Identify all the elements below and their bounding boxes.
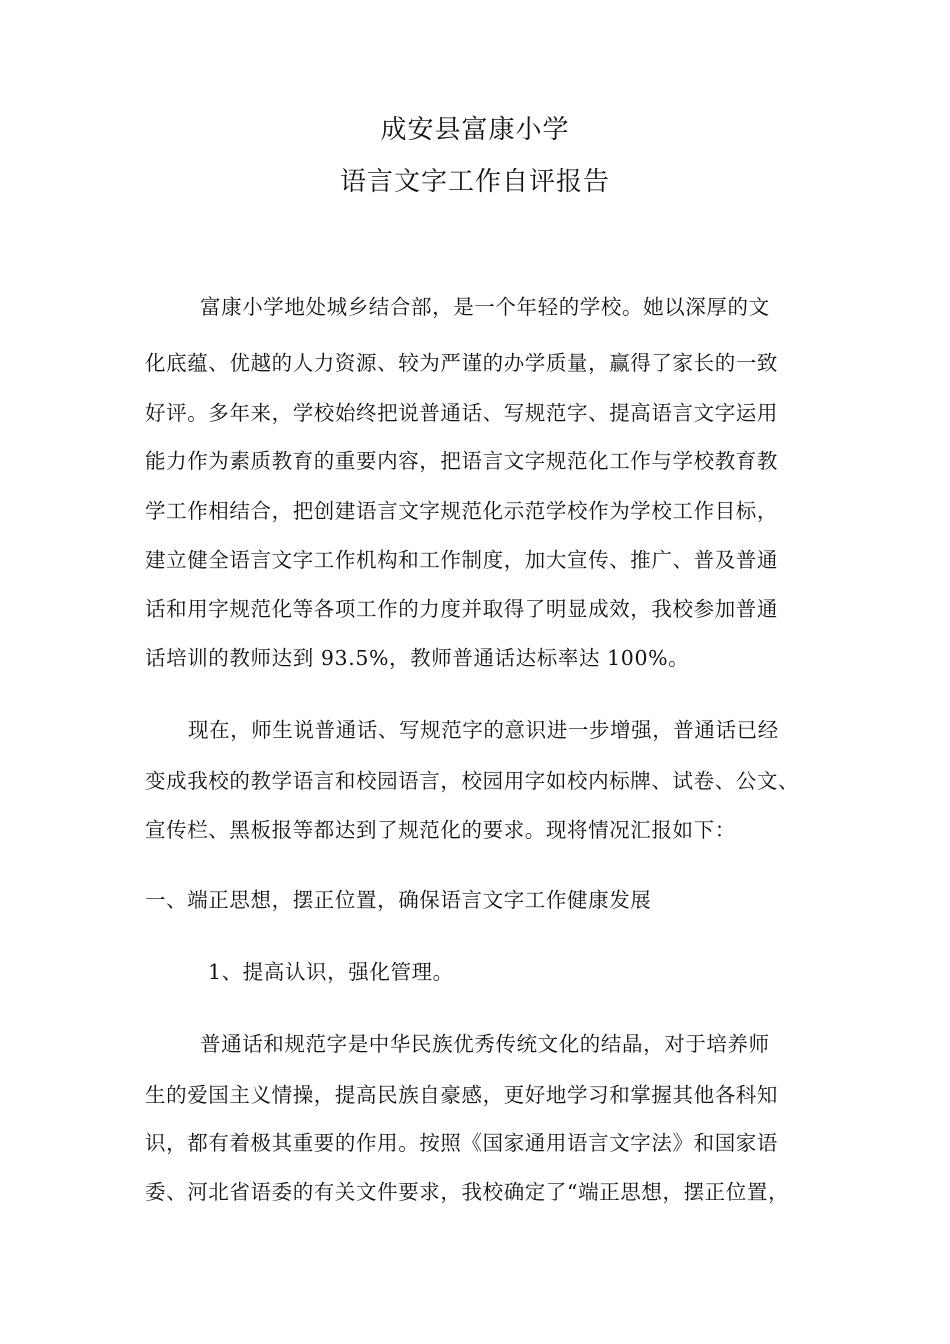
paragraph-line: 普通话和规范字是中华民族优秀传统文化的结晶，对于培养师 — [200, 1032, 770, 1056]
school-title: 成安县富康小学 — [380, 115, 570, 145]
section-heading: 一、端正思想，摆正位置，确保语言文字工作健康发展 — [145, 888, 652, 912]
sub-heading: 1、提高认识，强化管理。 — [208, 960, 454, 984]
paragraph-line: 能力作为素质教育的重要内容，把语言文字规范化工作与学校教育教 — [145, 449, 778, 473]
paragraph-line: 宣传栏、黑板报等都达到了规范化的要求。现将情况汇报如下： — [145, 818, 736, 842]
paragraph-line: 委、河北省语委的有关文件要求，我校确定了“端正思想，摆正位置， — [145, 1180, 790, 1204]
report-title: 语言文字工作自评报告 — [339, 167, 610, 197]
paragraph-line: 好评。多年来，学校始终把说普通话、写规范字、提高语言文字运用 — [145, 401, 778, 425]
paragraph-line: 话和用字规范化等各项工作的力度并取得了明显成效，我校参加普通 — [145, 597, 778, 621]
paragraph-line: 建立健全语言文字工作机构和工作制度，加大宣传、推广、普及普通 — [145, 548, 778, 572]
paragraph-line: 识，都有着极其重要的作用。按照《国家通用语言文字法》和国家语 — [145, 1131, 778, 1155]
paragraph-line: 话培训的教师达到 93.5%，教师普通话达标率达 100%。 — [145, 646, 690, 670]
paragraph-line: 生的爱国主义情操，提高民族自豪感，更好地学习和掌握其他各科知 — [145, 1083, 778, 1107]
paragraph-line: 富康小学地处城乡结合部，是一个年轻的学校。她以深厚的文 — [200, 295, 770, 319]
paragraph-line: 化底蕴、优越的人力资源、较为严谨的办学质量，赢得了家长的一致 — [145, 351, 778, 375]
paragraph-line: 变成我校的教学语言和校园语言，校园用字如校内标牌、试卷、公文、 — [145, 769, 800, 793]
paragraph-line: 学工作相结合，把创建语言文字规范化示范学校作为学校工作目标， — [145, 499, 778, 523]
paragraph-line: 现在，师生说普通话、写规范字的意识进一步增强，普通话已经 — [188, 718, 779, 742]
